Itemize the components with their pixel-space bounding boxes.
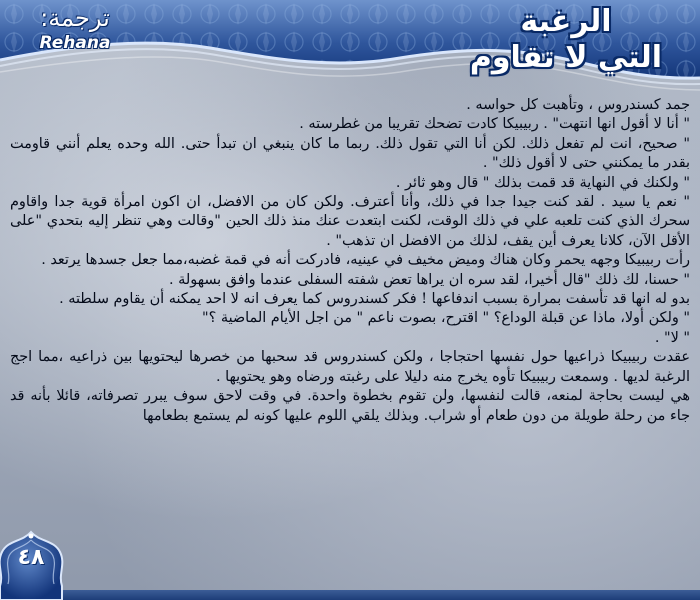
- body-text: [10, 96, 690, 426]
- paragraph: جمد كسندروس ، وتأهبت كل حواسه .: [466, 97, 690, 113]
- paragraph: " ولكن أولا، ماذا عن قبلة الوداع؟ " اقترح، بصوت ناعم " من اجل الأيام الماضية ؟": [202, 310, 690, 327]
- paragraph: " ولكنك في النهاية قد قمت بذلك " قال وهو ثائر .: [395, 174, 690, 191]
- footer-strip: [0, 590, 700, 600]
- translator-credit: [10, 2, 140, 52]
- credit-label: ترجمة:: [40, 4, 110, 32]
- page-number-badge: [0, 528, 70, 600]
- paragraph: رأت ربيبيكا وجهه يحمر وكان هناك وميض مخيف في عينيه، فادركت أنه في قمة غضبه،مما جعل جسدها يرتعد .: [41, 252, 690, 269]
- paragraph: " نعم يا سيد . لقد كنت جيدا جدا في ذلك، وأنا أعترف. ولكن كان من الافضل، ان اكون امرأة قوية جدا واقاوم سحرك الذي كنت تلعبه علي في ذلك الوقت، لكنت ابتعدت عنك منذ ذلك الحين "وقالت وهي تنظر إليه بتحدي "على الأقل الآن، كلانا يعرف أين يقف، لذلك من الافضل ان تذهب" .: [10, 194, 690, 249]
- title-line-1: الرغبة: [520, 4, 612, 39]
- paragraph: " أنا لا أقول انها انتهت" . ربيبيكا كادت تضحك تقريبا من غطرسته .: [299, 116, 690, 133]
- header-banner: [0, 0, 700, 92]
- chapter-title: [446, 4, 686, 76]
- title-line-2: التي لا تقاوم: [469, 40, 663, 75]
- paragraph: هي ليست بحاجة لمنعه، قالت لنفسها، ولن تقوم بخطوة واحدة. في وقت لاحق سوف يبرر تصرفاته، قائلا بأنه قد جاء من رحلة طويلة من دون طعام أو شراب. وبذلك يلقي اللوم عليها كونه لم يستمع بطعامها: [10, 388, 690, 424]
- page-number: ٤٨: [17, 545, 45, 570]
- translator-name: Rehana: [39, 33, 111, 53]
- paragraph: " حسنا، لك ذلك "قال أخيرا، لقد سره ان يراها تعض شفته السفلى عندما وافق بسهولة .: [169, 271, 690, 288]
- paragraph: " صحيح، انت لم تفعل ذلك. لكن أنا التي تقول ذلك. ربما ما كان ينبغي ان تبدأ حتى. الله وحده يعلم أنني قاومت بقدر ما يمكنني حتى لا أقول ذلك" .: [10, 135, 690, 172]
- paragraph: عقدت ربيبيكا ذراعيها حول نفسها احتجاجا ، ولكن كسندروس قد سحبها من خصرها ليحتويها بين ذراعيه ،مما اجج الرغبة لديها . وسمعت ربيبيكا تأوه يخرج منه دليلا على رغبته ورضاه وهو يحتويها .: [10, 349, 690, 385]
- paragraph: بدو له انها قد تأسفت بمرارة بسبب اندفاعها ! فكر كسندروس كما يعرف انه لا احد يمكنه أن يقاوم سلطته .: [59, 291, 690, 308]
- paragraph: " لا" .: [654, 329, 690, 346]
